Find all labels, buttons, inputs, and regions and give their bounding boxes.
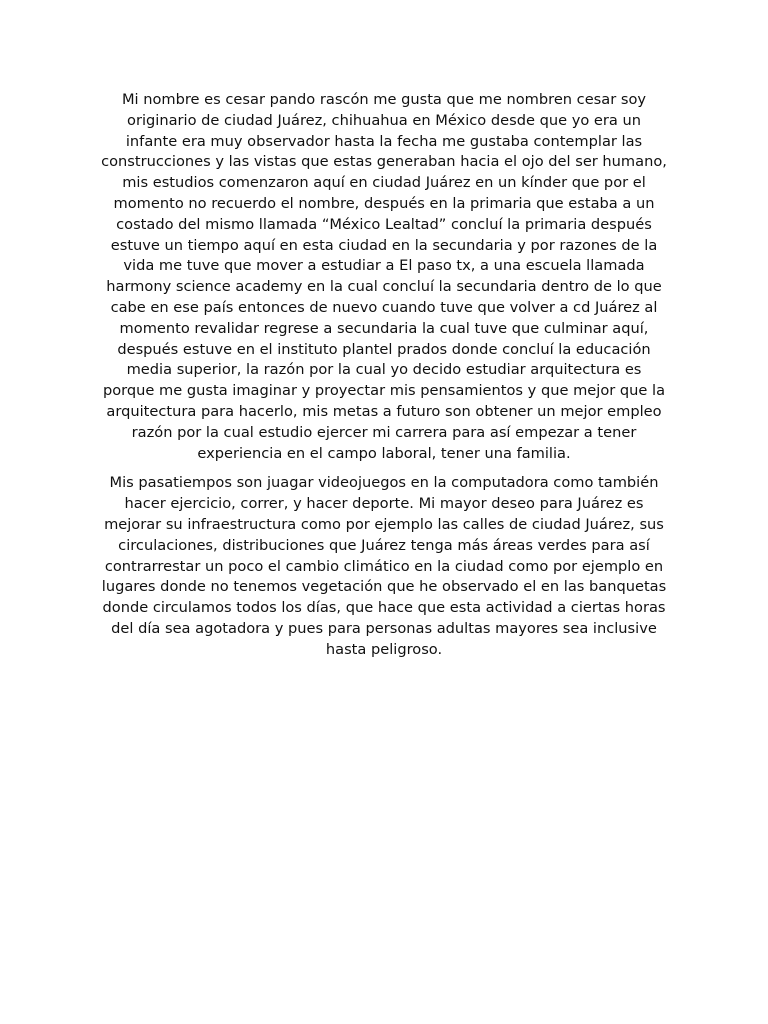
paragraph-biography: Mi nombre es cesar pando rascón me gusta que me nombren cesar soy originario de ciudad Juárez, chihuahua en México desde que yo era un infante era muy observador hasta la fecha me gustaba contemplar las construcciones y las vistas que estas generaban hacia el ojo del ser humano, mis estudios comenzaron aquí en ciudad Juárez en un kínder que por el momento no recuerdo el nombre, después en la primaria que estaba a un costado del mismo llamada “México Lealtad” concluí la primaria después estuve un tiempo aquí en esta ciudad en la secundaria y por razones de la vida me tuve que mover a estudiar a El paso tx, a una escuela llamada harmony science academy en la cual concluí la secundaria dentro de lo que cabe en ese país entonces de nuevo cuando tuve que volver a cd Juárez al momento revalidar regrese a secundaria la cual tuve que culminar aquí, después estuve en el instituto plantel prados donde concluí la educación media superior, la razón por la cual yo decido estudiar arquitectura es porque me gusta imaginar y proyectar mis pensamientos y que mejor que la arquitectura para hacerlo, mis metas a futuro son obtener un mejor empleo razón por la cual estudio ejercer mi carrera para así empezar a tener experiencia en el campo laboral, tener una familia.: [101, 91, 667, 462]
document-body: [88, 90, 680, 661]
paragraph-hobbies-and-wishes: Mis pasatiempos son juagar videojuegos en la computadora como también hacer ejercicio, correr, y hacer deporte. Mi mayor deseo para Juárez es mejorar su infraestructura como por ejemplo las calles de ciudad Juárez, sus circulaciones, distribuciones que Juárez tenga más áreas verdes para así contrarrestar un poco el cambio climático en la ciudad como por ejemplo en lugares donde no tenemos vegetación que he observado el en las banquetas donde circulamos todos los días, que hace que esta actividad a ciertas horas del día sea agotadora y pues para personas adultas mayores sea inclusive hasta peligroso.: [101, 474, 667, 658]
